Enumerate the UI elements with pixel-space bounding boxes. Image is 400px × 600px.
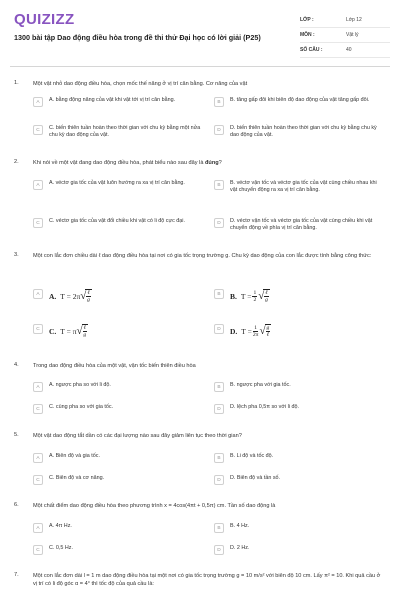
question-number: 3. — [14, 252, 19, 258]
option-letter-badge: D — [214, 324, 224, 334]
option-text: C. véctơ gia tốc của vật đổi chiều khi vật có li độ cực đại. — [49, 218, 185, 224]
option-text: C. Biên độ và cơ năng. — [49, 475, 105, 481]
option-letter-badge: C — [33, 324, 43, 334]
option-c[interactable] — [33, 475, 203, 485]
option-letter-badge: B — [214, 289, 224, 299]
option-letter-badge: C — [33, 218, 43, 228]
option-text: B. tăng gấp đôi khi biên độ dao động của vật tăng gấp đôi. — [230, 97, 370, 103]
option-letter-badge: A — [33, 453, 43, 463]
formula — [49, 289, 92, 303]
question-text — [33, 159, 385, 167]
option-text: B. Li độ và tốc độ. — [230, 453, 274, 459]
option-text: C. biến thiên tuần hoàn theo thời gian với chu kỳ bằng một nửa chu kỳ dao động của vật. — [49, 125, 201, 139]
fraction-numerator: ℓ — [265, 290, 268, 296]
question-number: 1. — [14, 80, 19, 86]
question-number: 4. — [14, 362, 19, 368]
option-d[interactable] — [214, 404, 384, 414]
option-a[interactable] — [33, 382, 203, 392]
option-text: C. cùng pha so với gia tốc. — [49, 404, 114, 410]
meta-row-count — [300, 43, 390, 58]
fraction-denominator: g — [265, 297, 268, 303]
option-letter-badge: D — [214, 404, 224, 414]
option-text: B. véctơ vận tốc và véctơ gia tốc của vật cùng chiều nhau khi vật chuyển động ra xa vị trí cân bằng. — [230, 180, 377, 194]
option-text: A. Biên độ và gia tốc. — [49, 453, 100, 459]
option-letter-badge: D — [214, 218, 224, 228]
sqrt-sign: √ $\frac{\text{ℓ}}{g}$ — [76, 324, 87, 338]
question-text-part: ? — [218, 160, 222, 166]
fraction — [253, 325, 259, 338]
option-b[interactable] — [214, 289, 384, 303]
option-letter-badge: A — [33, 289, 43, 299]
fraction-numerator: ℓ — [83, 325, 86, 331]
option-letter-badge: B — [214, 97, 224, 107]
option-b[interactable] — [214, 453, 384, 463]
fraction-numerator: 1 — [254, 324, 258, 331]
option-letter-badge: D — [214, 545, 224, 555]
option-letter-badge: A — [33, 523, 43, 533]
option-c[interactable] — [33, 324, 203, 338]
option-a[interactable] — [33, 289, 203, 303]
formula-lhs: T = — [240, 291, 252, 301]
question-text: Một con lắc đơn chiều dài ℓ dao động điều hòa tại nơi có gia tốc trọng trường g. Chu kỳ dao động của con lắc được tính bằng công thức: — [33, 253, 372, 259]
option-letter-badge: C — [33, 545, 43, 555]
meta-key: LỚP : — [300, 17, 314, 23]
formula-lhs: T = π — [60, 326, 77, 336]
option-text: A. 4π Hz. — [49, 523, 72, 529]
option-c[interactable] — [33, 404, 203, 414]
meta-key: MÔN : — [300, 32, 315, 38]
option-d[interactable] — [214, 125, 384, 140]
option-letter-badge: B — [214, 453, 224, 463]
document-header — [0, 0, 400, 62]
option-text: A. ngược pha so với li độ. — [49, 382, 111, 388]
header-divider — [10, 66, 390, 67]
option-a[interactable] — [33, 523, 203, 533]
fraction — [252, 290, 257, 303]
formula — [230, 324, 271, 338]
option-letter-badge: D — [214, 125, 224, 135]
option-text: A. véctơ gia tốc của vật luôn hướng ra xa vị trí cân bằng. — [49, 180, 185, 186]
question-text-emphasis: đúng — [204, 160, 219, 166]
option-c[interactable] — [33, 545, 203, 555]
meta-table — [300, 13, 390, 58]
formula-lhs: T = — [241, 326, 252, 336]
sqrt-sign: √ $\frac{\text{ℓ}}{g}$ — [80, 289, 90, 303]
option-a[interactable] — [33, 97, 203, 107]
quizizz-logo: QUIZIZZ — [14, 11, 75, 28]
formula-label: C. — [49, 326, 57, 336]
option-letter-badge: B — [214, 180, 224, 190]
meta-key: SỐ CÂU : — [300, 47, 323, 53]
question-number: 2. — [14, 159, 19, 165]
question-number: 5. — [14, 432, 19, 438]
option-letter-badge: A — [33, 180, 43, 190]
option-text: B. ngược pha với gia tốc. — [230, 382, 291, 388]
option-text: A. bằng động năng của vật khi vật tới vị trí cân bằng. — [49, 97, 176, 103]
question-text: Trong dao động điều hòa của một vật, vận tốc biến thiên điều hòa — [33, 363, 196, 369]
fraction-denominator: g — [83, 332, 87, 338]
fraction-denominator: ℓ — [266, 332, 270, 338]
option-a[interactable] — [33, 180, 203, 190]
fraction-denominator: 2 — [253, 296, 257, 303]
meta-row-class — [300, 13, 390, 28]
sqrt-sign: √ $\frac{\text{ℓ}}{g}$ — [258, 289, 268, 303]
option-letter-badge: C — [33, 475, 43, 485]
question-number: 7. — [14, 572, 19, 578]
option-text: D. Biên độ và tần số. — [230, 475, 281, 481]
sqrt-sign: √ $\frac{g}{\text{ℓ}}$ — [259, 324, 270, 338]
option-text: D. biến thiên tuần hoàn theo thời gian với chu kỳ bằng chu kỳ dao động của vật. — [230, 125, 377, 139]
formula — [230, 289, 270, 303]
option-text: C. 0,5 Hz. — [49, 545, 73, 551]
option-d[interactable] — [214, 324, 384, 338]
question-text: Một vật nhỏ dao động điều hòa, chọn mốc thế năng ở vị trí cân bằng. Cơ năng của vật — [33, 81, 248, 87]
formula-lhs: T = 2π — [60, 291, 81, 301]
formula-label: B. — [230, 291, 237, 301]
option-b[interactable] — [214, 382, 384, 392]
question-text: Một vật dao động tắt dần có các đại lượng nào sau đây giảm liên tục theo thời gian? — [33, 433, 242, 439]
fraction-denominator: g — [87, 297, 90, 303]
option-d[interactable] — [214, 218, 384, 233]
option-letter-badge: A — [33, 382, 43, 392]
question-text-part: Khi nói về một vật đang dao động điều hòa, phát biểu nào sau đây là — [33, 160, 205, 166]
option-letter-badge: C — [33, 125, 43, 135]
question-number: 6. — [14, 502, 19, 508]
question-text: Một chất điểm dao động điều hòa theo phương trình x = 4cos(4πt + 0,5π) cm. Tần số dao động là — [33, 503, 276, 509]
meta-value: Lớp 12 — [346, 17, 362, 23]
option-letter-badge: D — [214, 475, 224, 485]
option-b[interactable] — [214, 180, 384, 195]
option-letter-badge: B — [214, 523, 224, 533]
question-text: Một con lắc đơn dài l = 1 m dao động điều hòa tại một nơi có gia tốc trọng trường g = 10 m/s² với biên độ 10 cm. Lấy π² = 10. Khi quả cầu ở vị trí có li độ góc α = 4° thì tốc độ của quả cầu là: — [33, 573, 381, 588]
option-text: D. lệch pha 0,5π so với li độ. — [230, 404, 299, 410]
fraction-numerator: 1 — [253, 289, 257, 296]
option-letter-badge: C — [33, 404, 43, 414]
option-a[interactable] — [33, 453, 203, 463]
meta-value: 40 — [346, 47, 352, 53]
option-d[interactable] — [214, 475, 384, 485]
fraction-denominator: 2π — [252, 331, 259, 338]
option-text: B. 4 Hz. — [230, 523, 250, 529]
formula-label: A. — [49, 291, 57, 301]
fraction-numerator: g — [266, 325, 270, 331]
meta-value: Vật lý — [346, 32, 359, 38]
option-text: D. véctơ vận tốc và véctơ gia tốc của vật cùng chiều khi vật chuyển động về phía vị trí cân bằng. — [230, 218, 373, 232]
option-c[interactable] — [33, 218, 203, 228]
option-b[interactable] — [214, 97, 384, 107]
option-d[interactable] — [214, 545, 384, 555]
fraction-numerator: ℓ — [87, 290, 90, 296]
option-letter-badge: B — [214, 382, 224, 392]
formula-label: D. — [230, 326, 238, 336]
option-c[interactable] — [33, 125, 203, 140]
document-title: 1300 bài tập Dao động điều hòa trong đề thi thử Đại học có lời giải (P25) — [14, 33, 261, 42]
option-b[interactable] — [214, 523, 384, 533]
formula — [49, 324, 88, 338]
option-letter-badge: A — [33, 97, 43, 107]
option-text: D. 2 Hz. — [230, 545, 250, 551]
meta-row-subject — [300, 28, 390, 43]
